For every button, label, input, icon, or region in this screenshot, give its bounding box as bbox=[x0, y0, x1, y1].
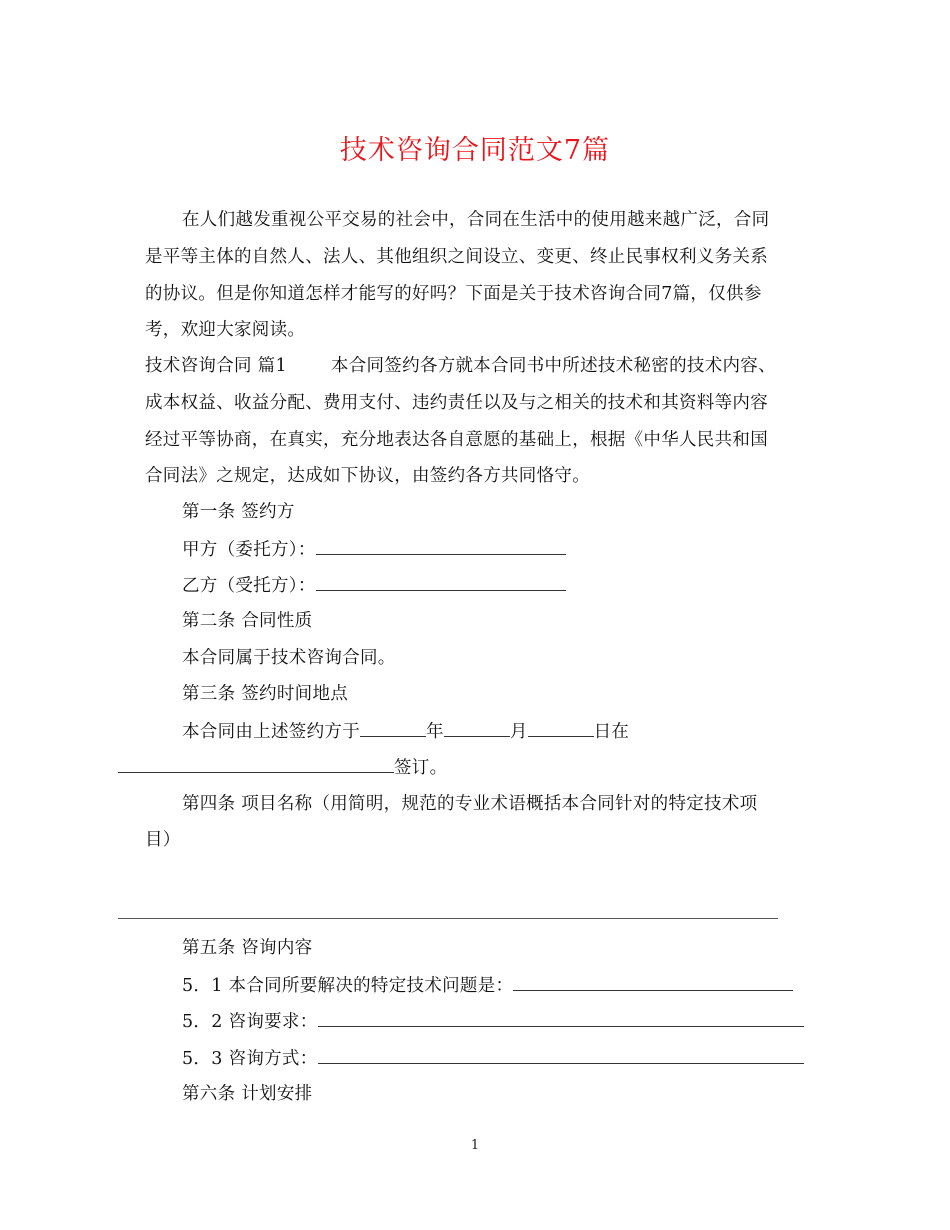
day-blank[interactable] bbox=[528, 719, 594, 737]
item-5-1-line bbox=[182, 973, 793, 998]
place-blank[interactable] bbox=[118, 755, 394, 773]
item-5-3-line bbox=[182, 1046, 804, 1071]
party-a-label: 甲方（委托方）： bbox=[182, 540, 316, 560]
article-3-heading: 第三条 签约时间地点 bbox=[182, 684, 349, 704]
month-label: 月 bbox=[509, 722, 528, 742]
item-5-1-blank[interactable] bbox=[513, 973, 793, 991]
article-1-heading: 第一条 签约方 bbox=[182, 502, 295, 522]
item-5-3-blank[interactable] bbox=[318, 1046, 804, 1064]
article-3-text: 本合同由上述签约方于 bbox=[182, 722, 360, 742]
article-3-place-line bbox=[118, 755, 447, 780]
preamble-line-4: 合同法》之规定，达成如下协议，由签约各方共同恪守。 bbox=[145, 466, 590, 486]
preamble-line-3: 经过平等协商，在真实，充分地表达各自意愿的基础上，根据《中华人民共和国 bbox=[145, 430, 768, 450]
preamble-line-2: 成本权益、收益分配、费用支付、违约责任以及与之相关的技术和其资料等内容 bbox=[145, 393, 768, 413]
preamble-line-1 bbox=[145, 354, 776, 378]
preamble-text-1: 本合同签约各方就本合同书中所述技术秘密的技术内容、 bbox=[330, 356, 776, 376]
item-5-2-label: 5．2 咨询要求： bbox=[182, 1012, 318, 1032]
year-blank[interactable] bbox=[360, 719, 426, 737]
party-a-blank[interactable] bbox=[316, 537, 566, 555]
party-a-line bbox=[182, 537, 566, 562]
party-b-line bbox=[182, 573, 566, 598]
article-2-heading: 第二条 合同性质 bbox=[182, 611, 313, 631]
party-b-label: 乙方（受托方）： bbox=[182, 576, 316, 596]
project-name-blank[interactable] bbox=[118, 918, 778, 919]
day-label: 日在 bbox=[593, 722, 630, 742]
month-blank[interactable] bbox=[444, 719, 510, 737]
article-5-heading: 第五条 咨询内容 bbox=[182, 938, 313, 958]
item-5-3-label: 5．3 咨询方式： bbox=[182, 1049, 318, 1069]
article-4-heading: 第四条 项目名称（用简明，规范的专业术语概括本合同针对的特定技术项 bbox=[182, 794, 758, 814]
signed-label: 签订。 bbox=[394, 758, 448, 778]
page-number: 1 bbox=[470, 1138, 480, 1153]
intro-line-1: 在人们越发重视公平交易的社会中，合同在生活中的使用越来越广泛，合同 bbox=[182, 210, 770, 230]
item-5-2-line bbox=[182, 1009, 804, 1034]
party-b-blank[interactable] bbox=[316, 573, 566, 591]
intro-line-3: 的协议。但是你知道怎样才能写的好吗？下面是关于技术咨询合同7篇，仅供参 bbox=[145, 284, 762, 304]
article-6-heading: 第六条 计划安排 bbox=[182, 1084, 313, 1104]
article-2-text: 本合同属于技术咨询合同。 bbox=[182, 648, 396, 668]
year-label: 年 bbox=[426, 722, 444, 742]
intro-line-4: 考，欢迎大家阅读。 bbox=[145, 320, 306, 340]
intro-line-2: 是平等主体的自然人、法人、其他组织之间设立、变更、终止民事权利义务关系 bbox=[145, 247, 768, 267]
item-5-1-label: 5．1 本合同所要解决的特定技术问题是： bbox=[182, 976, 514, 996]
document-title: 技术咨询合同范文7篇 bbox=[339, 135, 611, 166]
chapter-label: 技术咨询合同 篇1 bbox=[145, 356, 287, 376]
item-5-2-blank[interactable] bbox=[318, 1009, 804, 1027]
article-3-date-line bbox=[182, 719, 629, 744]
article-4-heading-cont: 目） bbox=[145, 830, 181, 850]
